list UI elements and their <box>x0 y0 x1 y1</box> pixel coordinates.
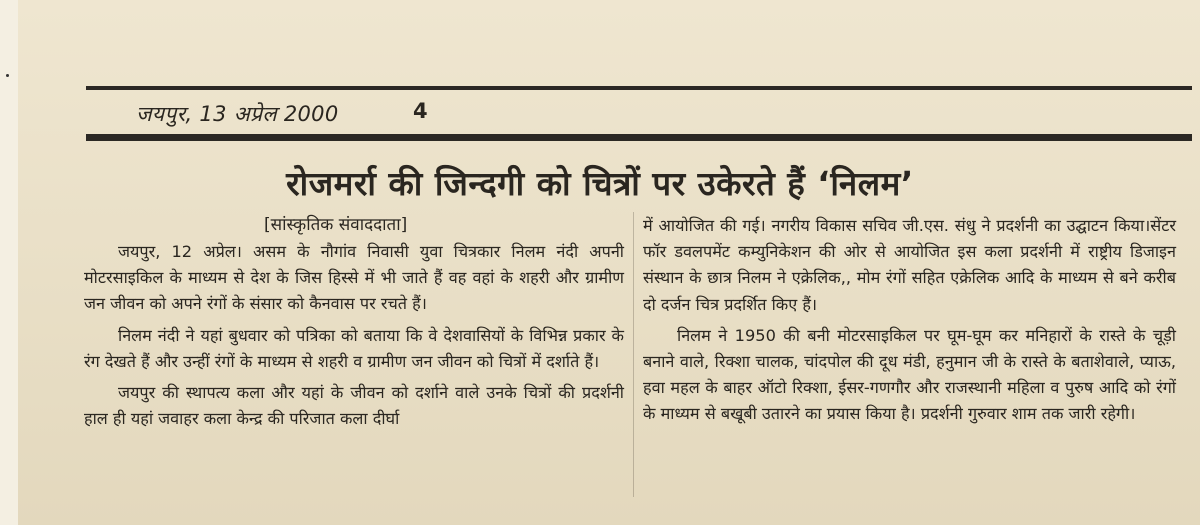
paragraph: जयपुर, 12 अप्रेल। असम के नौगांव निवासी युवा चित्रकार निलम नंदी अपनी मोटरसाइकिल के माध्यम से देश के जिस हिस्से में भी जाते हैं वह वहां के शहरी और ग्रामीण जन जीवन को अपने रंगों के संसार को कैनवास पर रचते हैं। <box>84 242 624 314</box>
right-column <box>643 213 1176 428</box>
paragraph: निलम नंदी ने यहां बुधवार को पत्रिका को बताया कि वे देशवासियों के विभिन्न प्रकार के रंग देखते हैं और उन्हीं रंगों के माध्यम से शहरी व ग्रामीण जन जीवन को चित्रों में दर्शाते हैं। <box>84 325 624 371</box>
paragraph: जयपुर की स्थापत्य कला और यहां के जीवन को दर्शाने वाले उनके चित्रों की प्रदर्शनी हाल ही यहां जवाहर कला केन्द्र की परिजात कला दीर्घा <box>84 383 624 429</box>
scan-speck <box>6 74 9 77</box>
article-headline: रोजमर्रा की जिन्दगी को चित्रों पर उकेरते हैं ‘निलम’ <box>286 164 914 203</box>
top-rule <box>86 86 1192 90</box>
column-divider <box>633 212 634 497</box>
left-column <box>84 239 624 432</box>
byline: [सांस्कृतिक संवाददाता] <box>264 215 408 235</box>
header-rule <box>86 134 1192 141</box>
paragraph: निलम ने 1950 की बनी मोटरसाइकिल पर घूम-घूम कर मनिहारों के रास्ते के चूड़ी बनाने वाले, रिक्शा चालक, चांदपोल की दूध मंडी, हनुमान जी के रास्ते के बताशेवाले, प्याऊ, हवा महल के बाहर ऑटो रिक्शा, ईसर-गणगौर और राजस्थानी महिला व पुरुष आदि को रंगों के माध्यम से बखूबी उतारने का प्रयास किया है। प्रदर्शनी गुरुवार शाम तक जारी रहेगी। <box>643 325 1176 424</box>
paragraph: में आयोजित की गई। नगरीय विकास सचिव जी.एस. संधु ने प्रदर्शनी का उद्घाटन किया।सेंटर फॉर डवलपमेंट कम्युनिकेशन की ओर से आयोजित इस कला प्रदर्शनी में राष्ट्रीय डिजाइन संस्थान के छात्र निलम ने एक्रेलिक,, मोम रंगों सहित एक्रेलिक आदि के माध्यम से बने करीब दो दर्जन चित्र प्रदर्शित किए हैं। <box>643 216 1176 314</box>
scan-margin <box>0 0 18 525</box>
page-number: 4 <box>413 99 428 123</box>
dateline: जयपुर, 13 अप्रेल 2000 <box>136 102 339 126</box>
